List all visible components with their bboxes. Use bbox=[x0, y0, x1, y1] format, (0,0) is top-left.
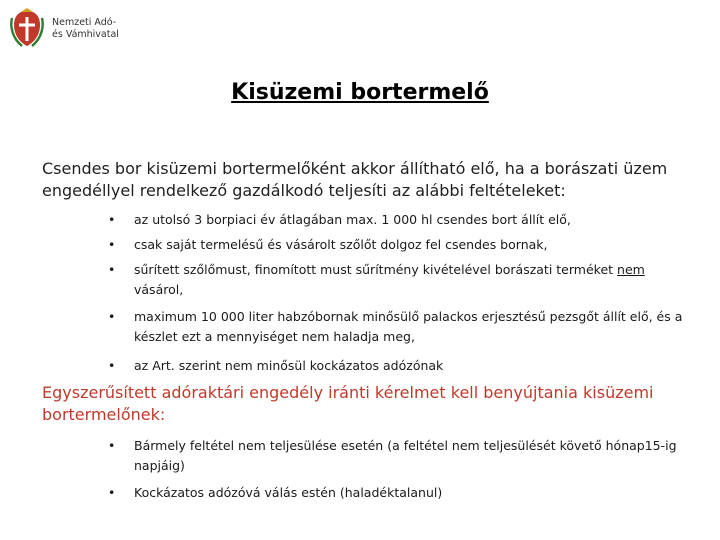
condition-text bbox=[134, 260, 694, 300]
logo-line-1: Nemzeti Adó- bbox=[52, 17, 117, 28]
condition-text-part: vásárol, bbox=[134, 282, 184, 297]
bullet-icon: • bbox=[108, 212, 116, 227]
condition-text: az utolsó 3 borpiaci év átlagában max. 1 000 hl csendes bort állít elő, bbox=[134, 212, 571, 227]
bullet-icon: • bbox=[108, 485, 116, 500]
condition-text: csak saját termelésű és vásárolt szőlőt dolgoz fel csendes bornak, bbox=[134, 237, 548, 252]
simplified-permit-heading: Egyszerűsített adóraktári engedély iránti kérelmet kell benyújtania kisüzemi bortermelőnek: bbox=[42, 383, 654, 424]
condition-text-part: sűrített szőlőmust, finomított must sűrítmény kivételével borászati terméket bbox=[134, 262, 618, 277]
condition-text: az Art. szerint nem minősül kockázatos adózónak bbox=[134, 358, 444, 373]
bullet-icon: • bbox=[108, 237, 116, 252]
coat-of-arms-icon bbox=[8, 8, 46, 48]
condition-text: maximum 10 000 liter habzóbornak minősülő palackos erjesztésű pezsgőt állít elő, és a készlet ezt a mennyiséget nem haladja meg, bbox=[134, 309, 683, 344]
emphasis-nem: nem bbox=[617, 262, 645, 277]
case-text: Kockázatos adózóvá válás estén (haladéktalanul) bbox=[134, 485, 443, 500]
bullet-icon: • bbox=[108, 262, 116, 277]
intro-paragraph: Csendes bor kisüzemi bortermelőként akkor állítható elő, ha a borászati üzem engedéllyel rendelkező gazdálkodó teljesíti az alábbi feltételeket: bbox=[42, 159, 668, 200]
nav-logo bbox=[8, 8, 120, 50]
page-title: Kisüzemi bortermelő bbox=[231, 80, 489, 105]
bullet-icon: • bbox=[108, 309, 116, 324]
bullet-icon: • bbox=[108, 438, 116, 453]
logo-line-2: és Vámhivatal bbox=[52, 29, 119, 40]
bullet-icon: • bbox=[108, 358, 116, 373]
case-text: Bármely feltétel nem teljesülése esetén (a feltétel nem teljesülését követő hónap15-ig napjáig) bbox=[134, 438, 677, 473]
logo-text bbox=[52, 17, 119, 41]
